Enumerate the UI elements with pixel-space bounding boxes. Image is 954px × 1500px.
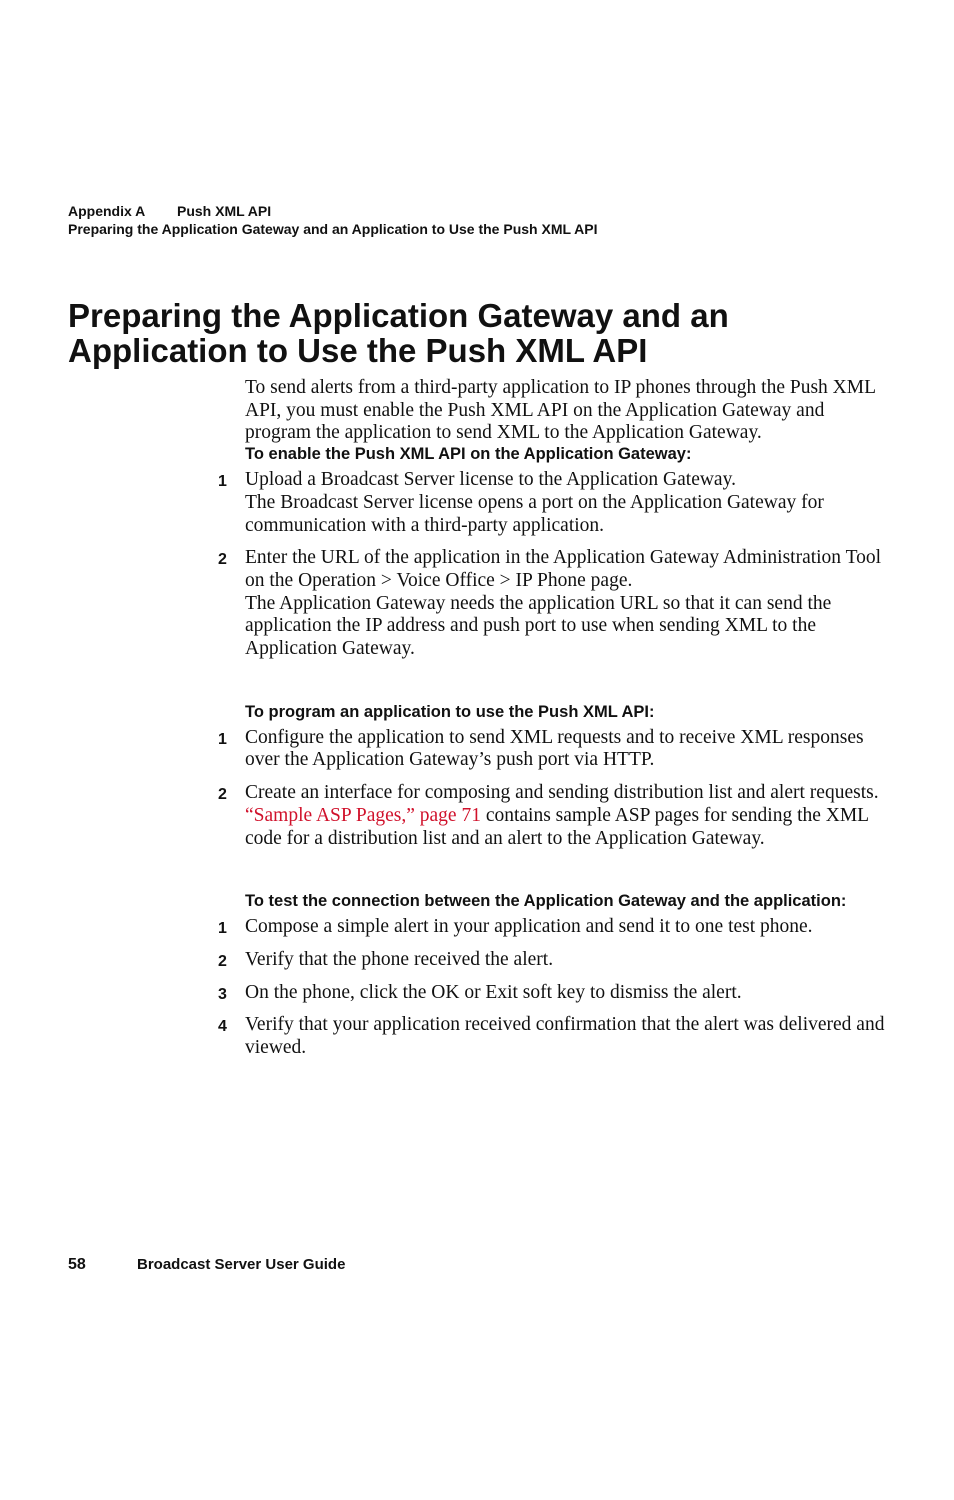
step-text: Upload a Broadcast Server license to the Application Gateway.: [245, 469, 736, 491]
step-item: [218, 916, 890, 939]
section-spacer: [245, 860, 890, 892]
guide-title: Broadcast Server User Guide: [137, 1256, 346, 1273]
step-note-text: contains sample ASP pages for sending the XML code for a distribution list and an alert to the Application Gateway.: [245, 804, 869, 849]
procedure-enable: [218, 445, 890, 661]
step-text: Verify that the phone received the alert.: [245, 948, 554, 970]
header-chapter: Push XML API: [177, 203, 272, 219]
step-item: [218, 981, 890, 1005]
page-footer: [68, 1256, 345, 1274]
step-text: Verify that your application received confirmation that the alert was delivered and viewed.: [245, 1014, 885, 1059]
step-note: The Broadcast Server license opens a port on the Application Gateway for communication with a third-party application.: [245, 491, 824, 536]
step-number: 1: [218, 473, 227, 491]
header-appendix: Appendix A: [68, 203, 146, 219]
procedure-program: [218, 702, 890, 851]
step-item: [218, 1014, 890, 1059]
header-line-1: [68, 202, 597, 220]
step-item: [218, 469, 890, 537]
step-number: 2: [218, 551, 227, 569]
step-item: [218, 726, 890, 772]
step-text: Create an interface for composing and sending distribution list and alert requests.: [245, 782, 879, 804]
step-note: [245, 805, 890, 850]
cross-reference-link[interactable]: “Sample ASP Pages,” page 71: [245, 804, 481, 826]
step-text: Enter the URL of the application in the Application Gateway Administration Tool on the Operation > Voice Office > IP Phone page.: [245, 547, 882, 591]
step-number: 4: [218, 1018, 227, 1036]
step-item: [218, 948, 890, 972]
page-number: 58: [68, 1256, 86, 1273]
procedure-heading: To program an application to use the Push XML API:: [245, 702, 655, 721]
procedure-heading: To enable the Push XML API on the Application Gateway:: [245, 445, 692, 464]
header-section: Preparing the Application Gateway and an Application to Use the Push XML API: [68, 221, 598, 237]
main-content: [218, 377, 890, 1070]
step-text: Configure the application to send XML requests and to receive XML responses over the Application Gateway’s push port via HTTP.: [245, 726, 864, 771]
section-spacer: [245, 671, 890, 703]
step-number: 2: [218, 952, 227, 970]
running-header: [68, 202, 597, 238]
step-item: [218, 782, 890, 850]
step-number: 1: [218, 920, 227, 938]
step-number: 1: [218, 730, 227, 748]
step-number: 2: [218, 786, 227, 804]
step-note: The Application Gateway needs the application URL so that it can send the application the IP address and push port to use when sending XML to the Application Gateway.: [245, 592, 832, 660]
step-item: [218, 547, 890, 661]
procedure-heading: To test the connection between the Application Gateway and the application:: [245, 892, 847, 911]
step-number: 3: [218, 985, 227, 1003]
procedure-test: [218, 892, 890, 1060]
step-text: On the phone, click the OK or Exit soft key to dismiss the alert.: [245, 981, 742, 1003]
page-title: Preparing the Application Gateway and an Application to Use the Push XML API: [68, 297, 729, 369]
intro-paragraph: To send alerts from a third-party application to IP phones through the Push XML API, you must enable the Push XML API on the Application Gateway and program the application to send XML to the Application Gateway.: [245, 377, 876, 444]
step-text: Compose a simple alert in your application and send it to one test phone.: [245, 916, 813, 938]
